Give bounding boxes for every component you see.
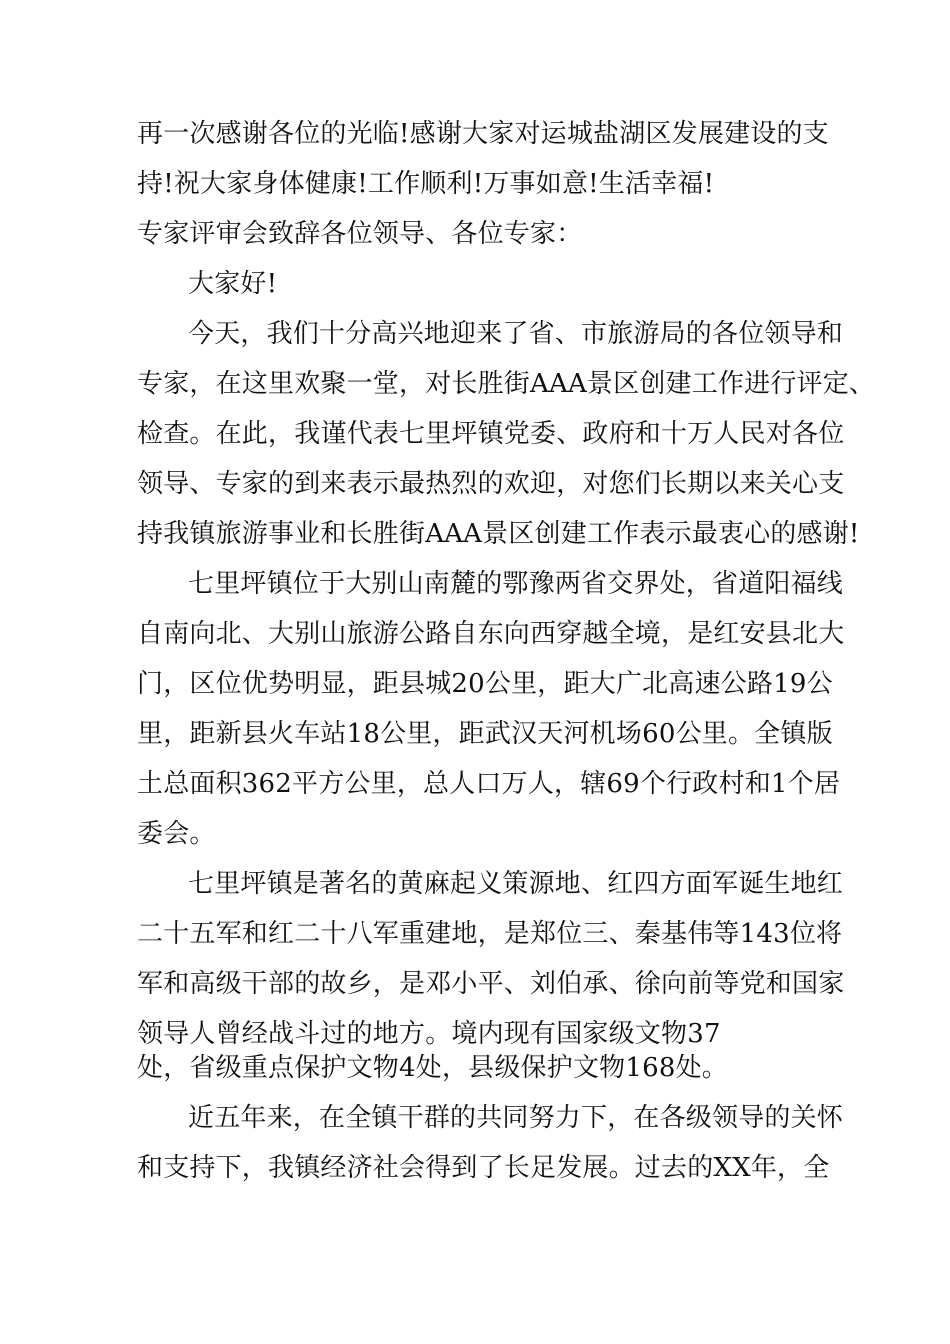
text-line: 持我镇旅游事业和长胜街AAA景区创建工作表示最衷心的感谢! (137, 519, 860, 549)
text-line: 和支持下，我镇经济社会得到了长足发展。过去的XX年，全 (137, 1153, 830, 1183)
text-line: 七里坪镇是著名的黄麻起义策源地、红四方面军诞生地红 (188, 869, 844, 899)
text-line: 二十五军和红二十八军重建地，是郑位三、秦基伟等143位将 (137, 919, 843, 949)
text-line: 领导人曾经战斗过的地方。境内现有国家级文物37 (137, 1019, 721, 1049)
text-line: 专家，在这里欢聚一堂，对长胜街AAA景区创建工作进行评定、 (137, 369, 876, 399)
section-heading: 专家评审会致辞各位领导、各位专家： (137, 219, 583, 249)
text-line: 今天，我们十分高兴地迎来了省、市旅游局的各位领导和 (188, 319, 844, 349)
text-line: 门，区位优势明显，距县城20公里，距大广北高速公路19公 (137, 669, 833, 699)
text-line: 土总面积362平方公里，总人口万人，辖69个行政村和1个居 (137, 769, 841, 799)
text-line: 近五年来，在全镇干群的共同努力下，在各级领导的关怀 (188, 1103, 844, 1133)
text-line: 检查。在此，我谨代表七里坪镇党委、政府和十万人民对各位 (137, 419, 845, 449)
text-line: 里，距新县火车站18公里，距武汉天河机场60公里。全镇版 (137, 719, 833, 749)
text-line: 自南向北、大别山旅游公路自东向西穿越全境，是红安县北大 (137, 619, 845, 649)
greeting-line: 大家好! (188, 269, 278, 299)
text-line: 领导、专家的到来表示最热烈的欢迎，对您们长期以来关心支 (137, 469, 845, 499)
text-line: 处，省级重点保护文物4处，县级保护文物168处。 (137, 1053, 728, 1083)
text-line: 持!祝大家身体健康!工作顺利!万事如意!生活幸福! (137, 169, 715, 199)
text-line: 七里坪镇位于大别山南麓的鄂豫两省交界处，省道阳福线 (188, 569, 844, 599)
text-line: 委会。 (137, 819, 216, 849)
text-line: 再一次感谢各位的光临!感谢大家对运城盐湖区发展建设的支 (137, 119, 829, 149)
text-line: 军和高级干部的故乡，是邓小平、刘伯承、徐向前等党和国家 (137, 969, 845, 999)
